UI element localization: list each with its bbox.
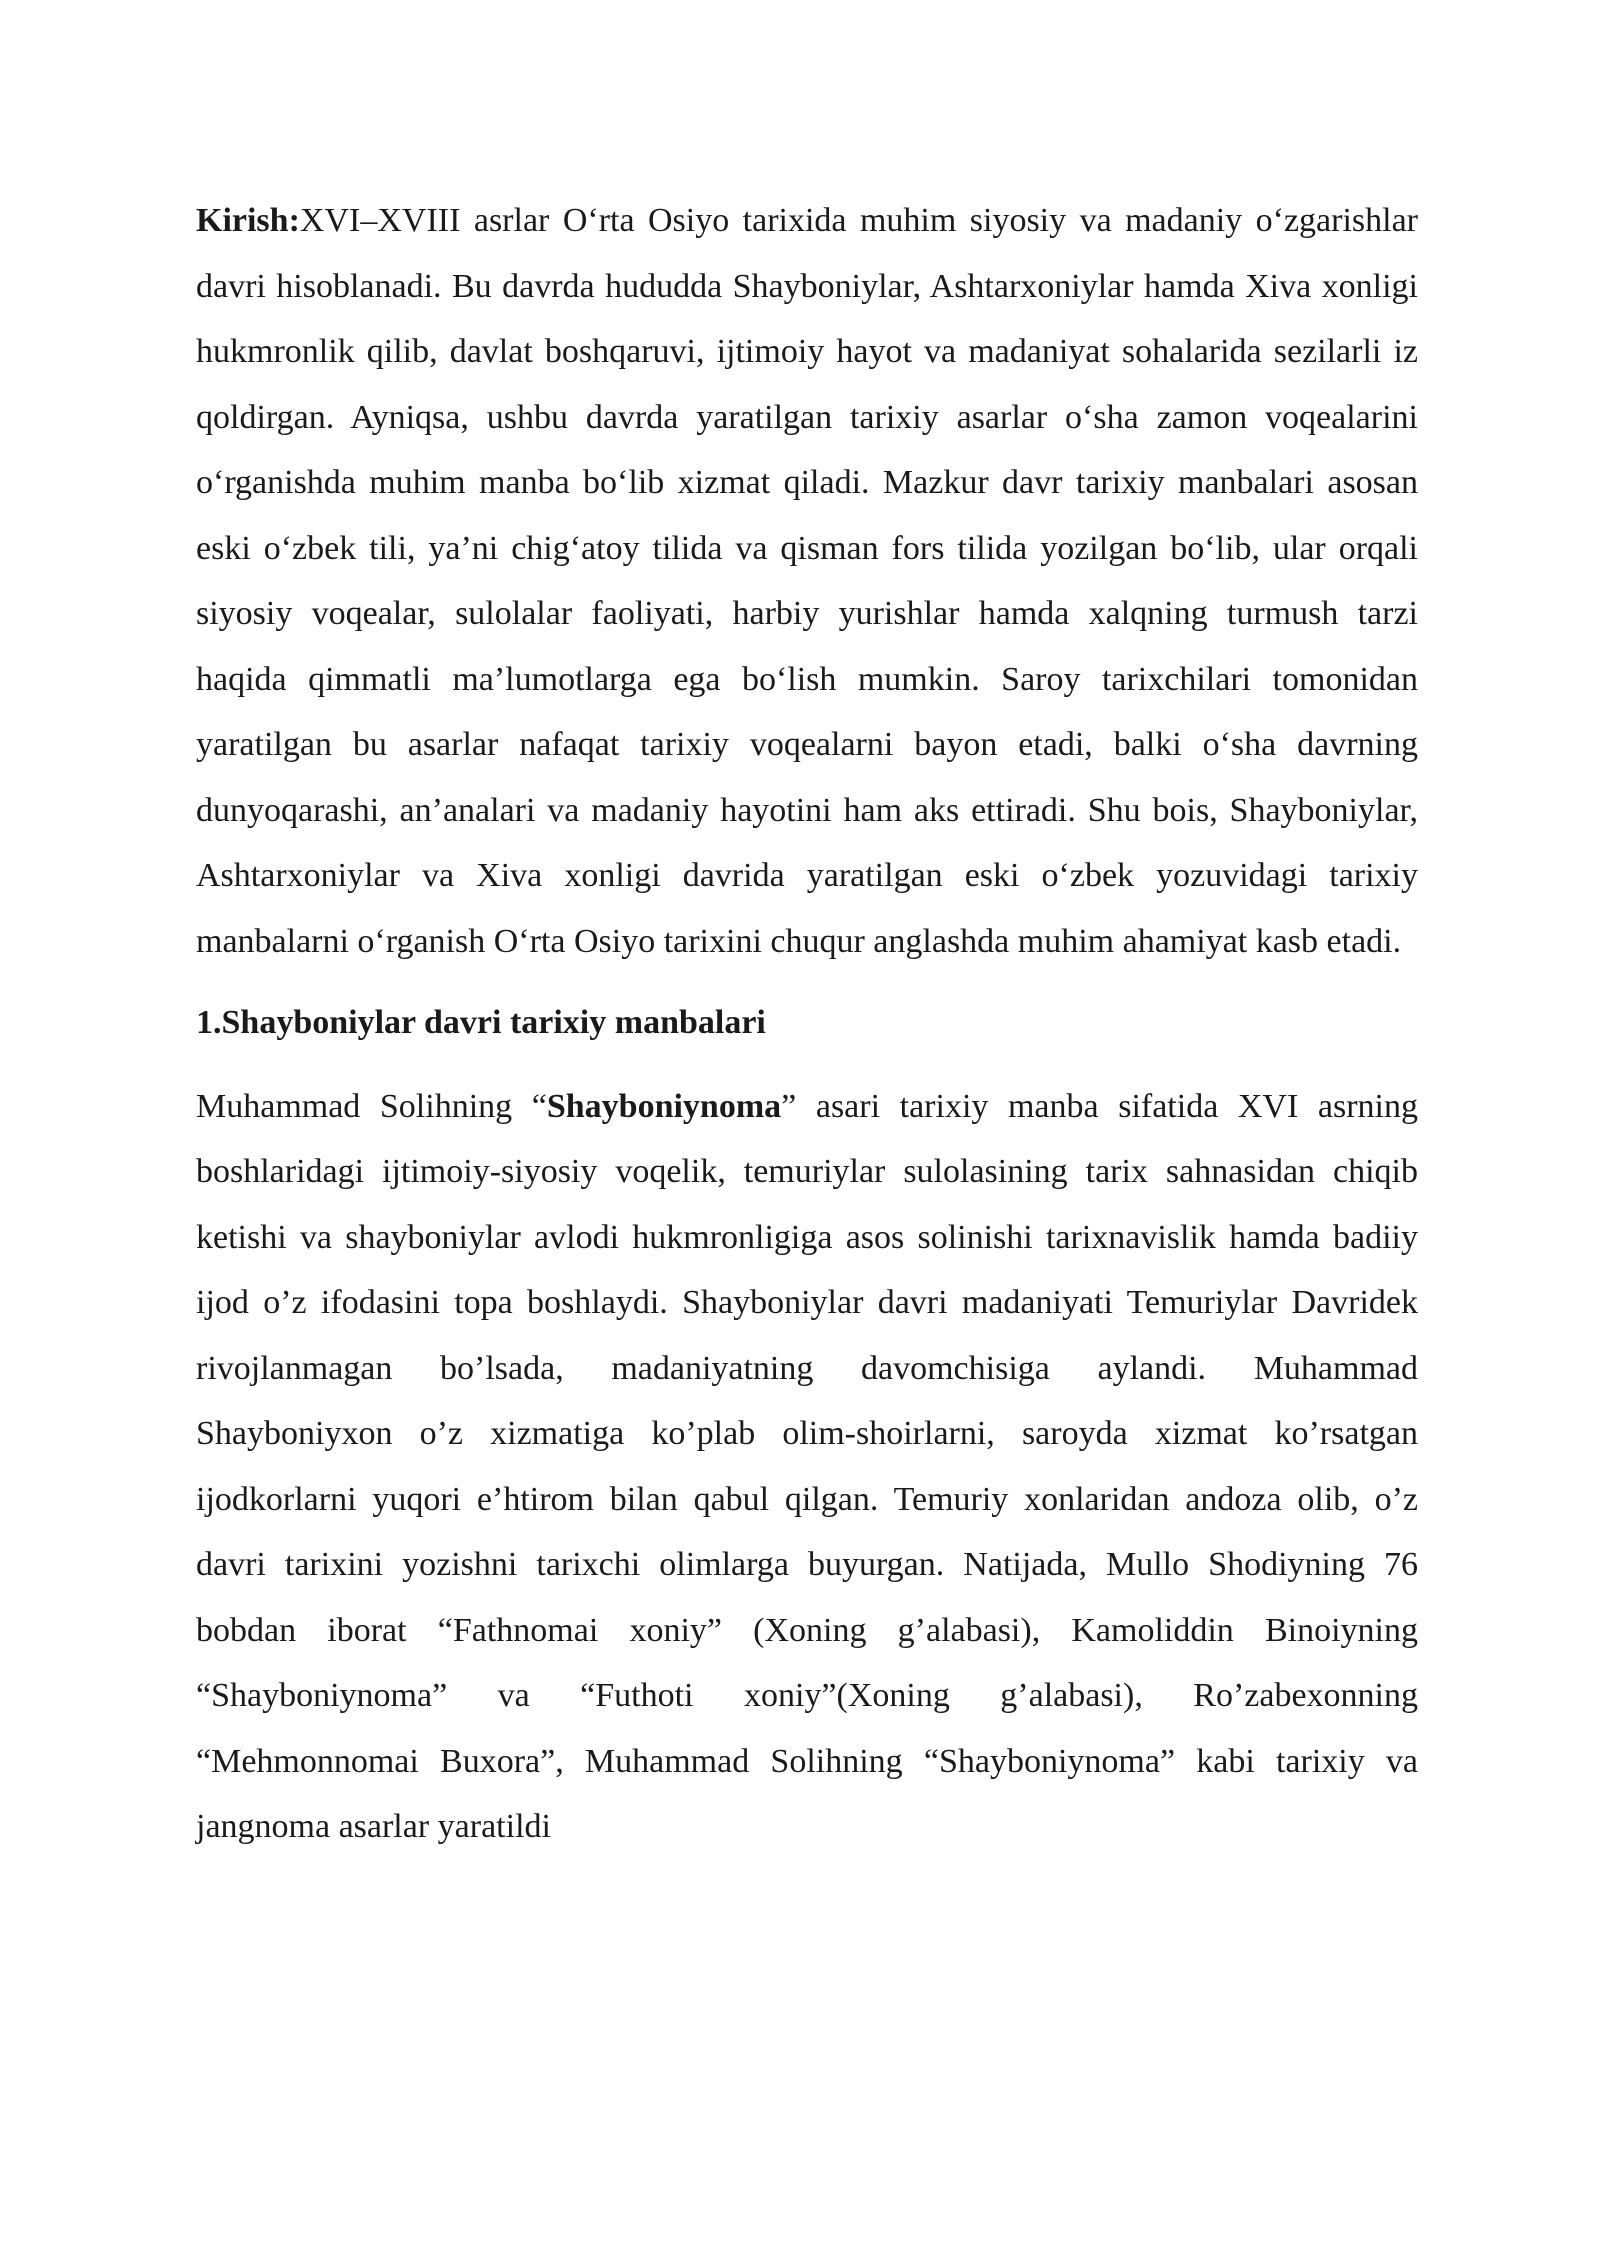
section-text-start: Muhammad Solihning “ [196,1087,547,1125]
book-title-bold: Shayboniynoma [546,1087,782,1125]
section-text-rest: ” asari tarixiy manba sifatida XVI asrning boshlaridagi ijtimoiy-siyosiy voqelik, temuriylar sulolasining tarix sahnasidan chiqib ketishi va shayboniylar avlodi hukmronligiga asos solinishi tarixnavislik hamda badiiy ijod o’z ifodasini topa boshlaydi. Shayboniylar davri madaniyati Temuriylar Davridek rivojlanmagan bo’lsada, madaniyatning davomchisiga aylandi. Muhammad Shayboniyxon o’z xizmatiga ko’plab olim-shoirlarni, saroyda xizmat ko’rsatgan ijodkorlarni yuqori e’htirom bilan qabul qilgan. Temuriy xonlaridan andoza olib, o’z davri tarixini yozishni tarixchi olimlarga buyurgan. Natijada, Mullo Shodiyning 76 bobdan iborat “Fathnomai xoniy” (Xoning g’alabasi), Kamoliddin Binoiyning “Shayboniynoma” va “Futhoti xoniy”(Xoning g’alabasi), Ro’zabexonning “Mehmonnomai Buxora”, Muhammad Solihning “Shayboniynoma” kabi tarixiy va jangnoma asarlar yaratildi [196,1087,1418,1845]
intro-lead: Kirish: [196,202,300,239]
section-paragraph [196,1074,1418,1860]
document-page [196,188,1418,1860]
intro-text: XVI–XVIII asrlar O‘rta Osiyo tarixida muhim siyosiy va madaniy o‘zgarishlar davri hisoblanadi. Bu davrda hududda Shayboniylar, Ashtarxoniylar hamda Xiva xonligi hukmronlik qilib, davlat boshqaruvi, ijtimoiy hayot va madaniyat sohalarida sezilarli iz qoldirgan. Ayniqsa, ushbu davrda yaratilgan tarixiy asarlar o‘sha zamon voqealarini o‘rganishda muhim manba bo‘lib xizmat qiladi. Mazkur davr tarixiy manbalari asosan eski o‘zbek tili, ya’ni chig‘atoy tilida va qisman fors tilida yozilgan bo‘lib, ular orqali siyosiy voqealar, sulolalar faoliyati, harbiy yurishlar hamda xalqning turmush tarzi haqida qimmatli ma’lumotlarga ega bo‘lish mumkin. Saroy tarixchilari tomonidan yaratilgan bu asarlar nafaqat tarixiy voqealarni bayon etadi, balki o‘sha davrning dunyoqarashi, an’analari va madaniy hayotini ham aks ettiradi. Shu bois, Shayboniylar, Ashtarxoniylar va Xiva xonligi davrida yaratilgan eski o‘zbek yozuvidagi tarixiy manbalarni o‘rganish O‘rta Osiyo tarixini chuqur anglashda muhim ahamiyat kasb etadi. [196,202,1418,960]
intro-paragraph [196,188,1418,974]
section-heading: 1.Shayboniylar davri tarixiy manbalari [196,1004,766,1041]
